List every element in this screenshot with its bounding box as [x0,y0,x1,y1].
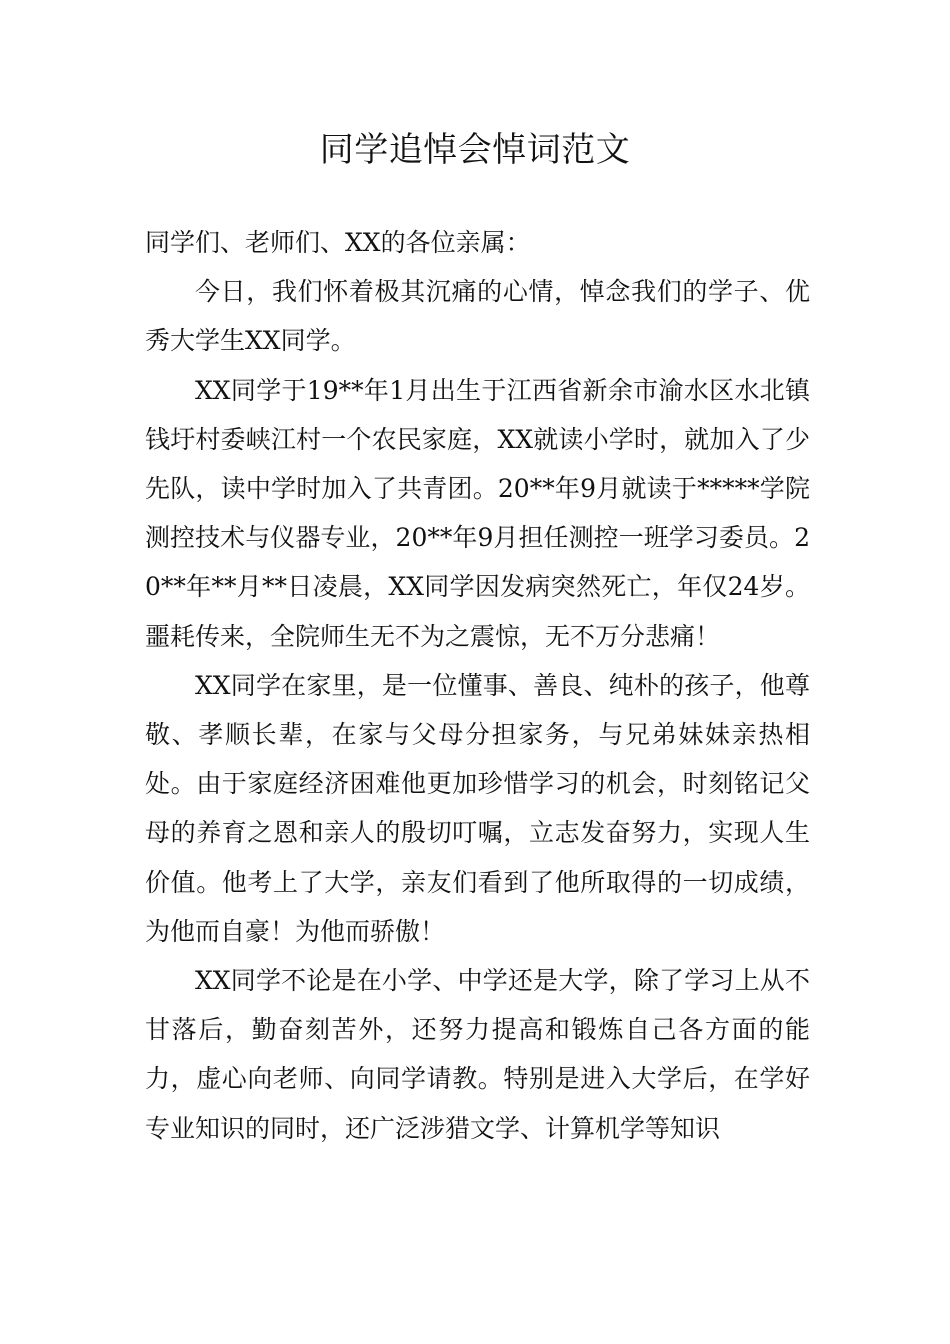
document-title: 同学追悼会悼词范文 [319,130,631,170]
salutation: 同学们、老师们、XX的各位亲属： [145,228,531,257]
paragraph-intro: 今日，我们怀着极其沉痛的心情，悼念我们的学子、优秀大学生XX同学。 [145,277,810,356]
paragraph-biography: XX同学于19**年1月出生于江西省新余市渝水区水北镇钱圩村委峡江村一个农民家庭，XX就读小学时，就加入了少先队，读中学时加入了共青团。20**年9月就读于*****学院测控技术与仪器专业，20**年9月担任测控一班学习委员。20**年**月**日凌晨，XX同学因发病突然死亡，年仅24岁。噩耗传来，全院师生无不为之震惊，无不万分悲痛！ [145,375,810,651]
paragraph-family: XX同学在家里，是一位懂事、善良、纯朴的孩子，他尊敬、孝顺长辈，在家与父母分担家务，与兄弟妹妹亲热相处。由于家庭经济困难他更加珍惜学习的机会，时刻铭记父母的养育之恩和亲人的殷切叮嘱，立志发奋努力，实现人生价值。他考上了大学，亲友们看到了他所取得的一切成绩，为他而自豪！为他而骄傲！ [145,670,810,946]
document-body [145,218,810,1153]
paragraph-study: XX同学不论是在小学、中学还是大学，除了学习上从不甘落后，勤奋刻苦外，还努力提高和锻炼自己各方面的能力，虚心向老师、向同学请教。特别是进入大学后，在学好专业知识的同时，还广泛涉猎文学、计算机学等知识 [145,966,810,1143]
